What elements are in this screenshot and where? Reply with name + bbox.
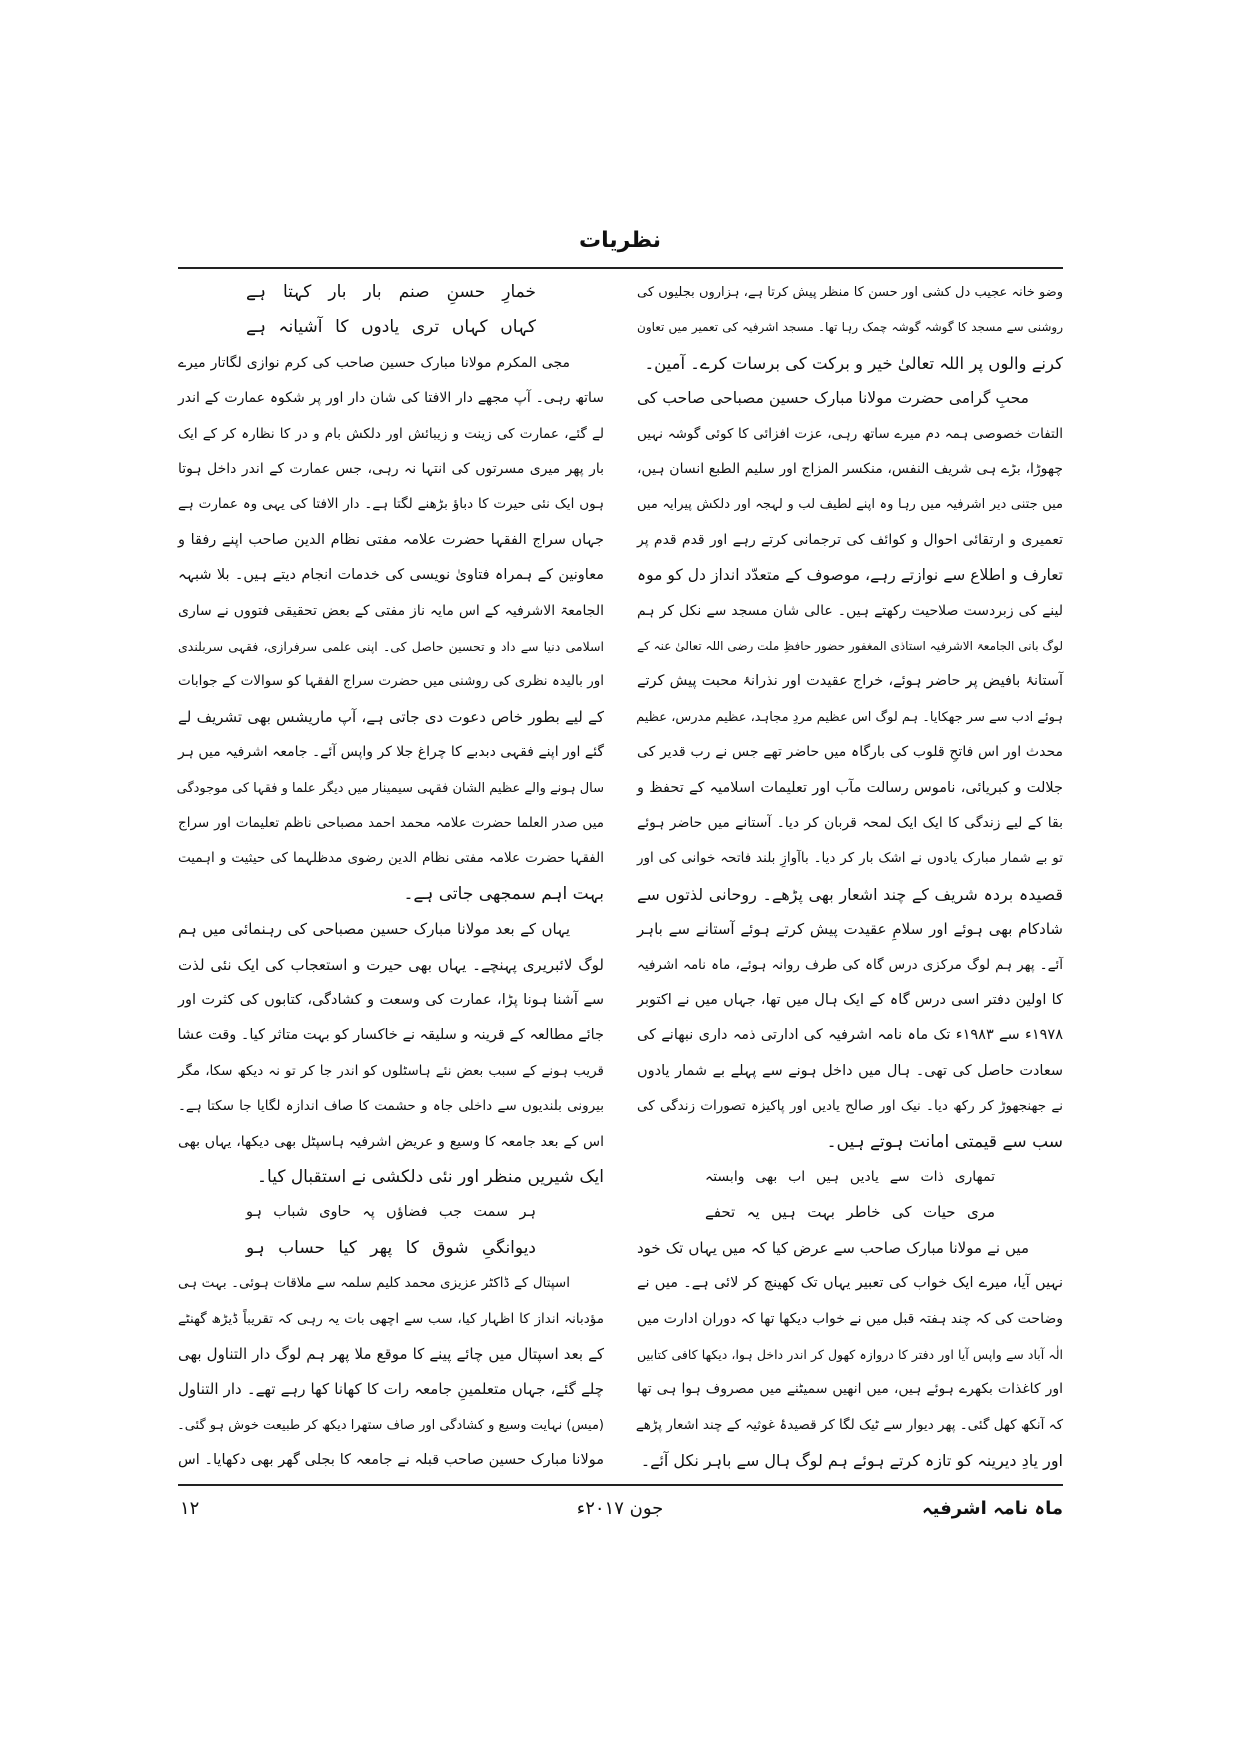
text-line: کے لیے بطور خاص دعوت دی جاتی ہے، آپ ماریشس بھی تشریف لے xyxy=(178,707,604,726)
text-line: ۱۹۷۸ء سے ۱۹۸۳ء تک ماہ نامہ اشرفیہ کی ادارتی ذمہ داری نبھانے کی xyxy=(637,1027,1063,1044)
footer-magazine-name: ماہ نامہ اشرفیہ xyxy=(922,1498,1063,1519)
text-line: سال ہونے والے عظیم الشان فقہی سیمینار میں دیگر علما و فقہا کی موجودگی xyxy=(176,780,604,796)
verse-line: تمھاری ذات سے یادیں ہیں اب بھی وابستہ xyxy=(705,1169,995,1185)
footer-date: جون ۲۰۱۷ء xyxy=(576,1498,664,1519)
section-title: نظریات xyxy=(578,228,661,253)
text-line: میں صدر العلما حضرت علامہ محمد احمد مصباحی ناظم تعلیمات اور سراج xyxy=(178,815,604,831)
text-line: قریب ہونے کے سبب بعض نئے ہاسٹلوں کو اندر جا کر تو نہ دیکھ سکا، مگر xyxy=(178,1062,604,1079)
text-line: اور بالیدہ نظری کی روشنی میں حضرت سراج الفقہا کو سوالات کے جوابات xyxy=(178,673,604,690)
verse-line: دیوانگیِ شوق کا پھر کیا حساب ہو xyxy=(246,1237,536,1258)
text-line: لوگ لائبریری پہنچے۔ یہاں بھی حیرت و استعجاب کی ایک نئی لذت xyxy=(178,955,604,974)
text-line: کہ آنکھ کھل گئی۔ پھر دیوار سے ٹیک لگا کر قصیدۂ غوثیہ کے چند اشعار پڑھے xyxy=(635,1416,1063,1433)
text-line: اور کاغذات بکھرے ہوئے ہیں، میں انھیں سمیٹنے میں مصروف ہوا ہی تھا xyxy=(637,1381,1063,1398)
verse-line: کہاں کہاں تری یادوں کا آشیانہ ہے xyxy=(246,317,536,338)
text-line: مجی المکرم مولانا مبارک حسین صاحب کی کرم نوازی لگاتار میرے xyxy=(178,354,570,371)
footer-rule xyxy=(178,1484,1063,1486)
text-line: تعارف و اطلاع سے نوازتے رہے، موصوف کے متعدّد انداز دل کو موہ xyxy=(637,566,1063,585)
header-rule xyxy=(178,267,1063,269)
text-line: معاونین کے ہمراہ فتاویٰ نویسی کی خدمات انجام دیتے ہیں۔ بلا شبہہ xyxy=(178,567,604,584)
text-line: کرنے والوں پر اللہ تعالیٰ خیر و برکت کی برسات کرے۔ آمین۔ xyxy=(644,353,1063,373)
text-line: بار پھر میری مسرتوں کی انتہا نہ رہی، جس عمارت کے اندر داخل ہوتا xyxy=(178,461,604,477)
text-line: اس کے بعد جامعہ کا وسیع و عریض اشرفیہ ہاسپٹل بھی دیکھا، یہاں بھی xyxy=(178,1133,604,1150)
text-line: مؤدبانہ انداز کا اظہار کیا، سب سے اچھی بات یہ رہی کہ تقریباً ڈیڑھ گھنٹے xyxy=(178,1310,604,1327)
text-line: اسلامی دنیا سے داد و تحسین حاصل کی۔ اپنی علمی سرفرازی، فقہی سربلندی xyxy=(178,639,604,654)
text-line: جائے مطالعہ کے قرینہ و سلیقہ نے خاکسار کو بہت متاثر کیا۔ وقت عشا xyxy=(177,1027,604,1044)
page-number: ۱۲ xyxy=(180,1498,200,1519)
text-line: بیرونی بلندیوں سے داخلی جاہ و حشمت کا صاف اندازہ لگایا جا سکتا ہے۔ xyxy=(178,1098,604,1115)
text-line: قصیدہ بردہ شریف کے چند اشعار بھی پڑھے۔ روحانی لذتوں سے xyxy=(637,884,1063,904)
text-line: مولانا مبارک حسین صاحب قبلہ نے جامعہ کا بجلی گھر بھی دکھایا۔ اس xyxy=(178,1452,604,1469)
text-line: لے گئے، عمارت کی زینت و زیبائش اور دلکش بام و در کا نظارہ کر کے ایک xyxy=(178,425,604,442)
verse-line: مری حیات کی خاطر بہت ہیں یہ تحفے xyxy=(705,1203,995,1222)
text-line: چھوڑا، بڑے ہی شریف النفس، منکسر المزاج اور سلیم الطبع انسان ہیں، xyxy=(637,461,1063,477)
text-line: سعادت حاصل کی تھی۔ ہال میں داخل ہونے سے پہلے بے شمار یادوں xyxy=(637,1062,1063,1079)
text-line: (میس) نہایت وسیع و کشادگی اور صاف ستھرا دیکھ کر طبیعت خوش ہو گئی۔ xyxy=(177,1417,604,1433)
text-line: جہاں سراج الفقہا حضرت علامہ مفتی نظام الدین صاحب اپنے رفقا و xyxy=(178,531,604,548)
text-line: وضو خانہ عجیب دل کشی اور حسن کا منظر پیش کرتا ہے، ہزاروں بجلیوں کی xyxy=(637,285,1063,300)
text-line: محدث اور اس فاتحِ قلوب کی بارگاہ میں حاضر تھے جس نے رب قدیر کی xyxy=(637,744,1063,761)
text-line: کا اولین دفتر اسی درس گاہ کے ایک ہال میں تھا، جہاں میں نے اکتوبر xyxy=(637,992,1063,1008)
verse-line: خمارِ حسنِ صنم بار بار کہتا ہے xyxy=(246,282,536,302)
text-line: لوگ بانی الجامعۃ الاشرفیہ استاذی المغفور حضور حافظِ ملت رضی اللہ تعالیٰ عنہ کے xyxy=(637,639,1063,653)
text-line: وضاحت کی کہ چند ہفتہ قبل میں نے خواب دیکھا تھا کہ دوران ادارت میں xyxy=(636,1310,1063,1327)
text-line: بہت اہم سمجھی جاتی ہے۔ xyxy=(403,883,604,904)
text-line: جلالت و کبریائی، ناموس رسالت مآب اور تعلیمات اسلامیہ کے تحفظ و xyxy=(637,779,1063,796)
text-line: سے آشنا ہونا پڑا، عمارت کی وسعت و کشادگی، کتابوں کی کثرت اور xyxy=(178,992,604,1008)
text-line: ایک شیریں منظر اور نئی دلکشی نے استقبال کیا۔ xyxy=(257,1167,604,1187)
text-line: آستانۂ بافیض پر حاضر ہوئے، خراج عقیدت اور نذرانۂ محبت پیش کرتے xyxy=(637,673,1063,690)
text-line: نہیں آیا، میرے ایک خواب کی تعبیر یہاں تک کھینچ کر لائی ہے۔ میں نے xyxy=(637,1275,1063,1292)
text-line: التفات خصوصی ہمہ دم میرے ساتھ رہی، عزت افزائی کا کوئی گوشہ نہیں xyxy=(637,425,1063,442)
text-line: میں جتنی دیر اشرفیہ میں رہا وہ اپنے لطیف لب و لہجہ اور دلکش پیرایہ میں xyxy=(637,497,1063,513)
text-line: الفقہا حضرت علامہ مفتی نظام الدین رضوی مدظلہما کی حیثیت و اہمیت xyxy=(178,850,604,867)
verse-line: ہر سمت جب فضاؤں پہ حاوی شباب ہو xyxy=(246,1204,536,1221)
text-line: بقا کے لیے زندگی کا ایک ایک لمحہ قربان کر دیا۔ آستانے میں حاضر ہوئے xyxy=(637,815,1063,831)
text-line: روشنی سے مسجد کا گوشہ گوشہ چمک رہا تھا۔ مسجد اشرفیہ کی تعمیر میں تعاون xyxy=(637,320,1063,335)
text-line: ساتھ رہی۔ آپ مجھے دار الافتا کی شان دار اور پر شکوہ عمارت کے اندر xyxy=(178,390,604,407)
text-line: ہوئے ادب سے سر جھکایا۔ ہم لوگ اس عظیم مردِ مجاہد، عظیم مدرس، عظیم xyxy=(636,709,1063,725)
text-line: تو بے شمار مبارک یادوں نے اشک بار کر دیا۔ باآوازِ بلند فاتحہ خوانی کی اور xyxy=(637,850,1063,867)
text-line: میں نے مولانا مبارک صاحب سے عرض کیا کہ میں یہاں تک خود xyxy=(637,1238,1029,1257)
text-line: ہوں ایک نئی حیرت کا دباؤ بڑھنے لگتا ہے۔ دار الافتا کی یہی وہ عمارت ہے xyxy=(178,496,604,513)
text-line: کے بعد اسپتال میں چائے پینے کا موقع ملا پھر ہم لوگ دار التناول بھی xyxy=(178,1345,604,1363)
text-line: تعمیری و ارتقائی احوال و کوائف کی ترجمانی کرتے رہے اور قدم قدم پر xyxy=(637,531,1063,548)
text-line: نے جھنجھوڑ کر رکھ دیا۔ نیک اور صالح یادیں اور پاکیزہ تصورات زندگی کی xyxy=(637,1098,1063,1115)
text-line: الٰہ آباد سے واپس آیا اور دفتر کا دروازہ کھول کر اندر داخل ہوا، دیکھا کافی کتابیں xyxy=(637,1347,1063,1362)
text-line: لینے کی زبردست صلاحیت رکھتے ہیں۔ عالی شان مسجد سے نکل کر ہم xyxy=(637,602,1063,619)
text-line: آئے۔ پھر ہم لوگ مرکزی درس گاہ کی طرف روانہ ہوئے، ماہ نامہ اشرفیہ xyxy=(637,956,1063,973)
text-line: چلے گئے، جہاں متعلمینِ جامعہ رات کا کھانا کھا رہے تھے۔ دار التناول xyxy=(178,1380,604,1399)
text-line: گئے اور اپنے فقہی دبدبے کا چراغ جلا کر واپس آئے۔ جامعہ اشرفیہ میں ہر xyxy=(178,744,604,761)
text-line: الجامعۃ الاشرفیہ کے اس مایہ ناز مفتی کے بعض تحقیقی فتووں نے ساری xyxy=(178,602,604,619)
text-line: سب سے قیمتی امانت ہوتے ہیں۔ xyxy=(826,1131,1063,1152)
text-line: اسپتال کے ڈاکٹر عزیزی محمد کلیم سلمہ سے ملاقات ہوئی۔ بہت ہی xyxy=(178,1275,570,1292)
text-line: یہاں کے بعد مولانا مبارک حسین مصباحی کی رہنمائی میں ہم xyxy=(178,920,570,939)
text-line: محبِ گرامی حضرت مولانا مبارک حسین مصباحی صاحب کی xyxy=(637,389,1029,408)
text-line: اور یادِ دیرینہ کو تازہ کرتے ہوئے ہم لوگ ہال سے باہر نکل آئے۔ xyxy=(640,1451,1063,1471)
text-line: شادکام بھی ہوئے اور سلامِ عقیدت پیش کرتے ہوئے آستانے سے باہر xyxy=(637,920,1063,939)
